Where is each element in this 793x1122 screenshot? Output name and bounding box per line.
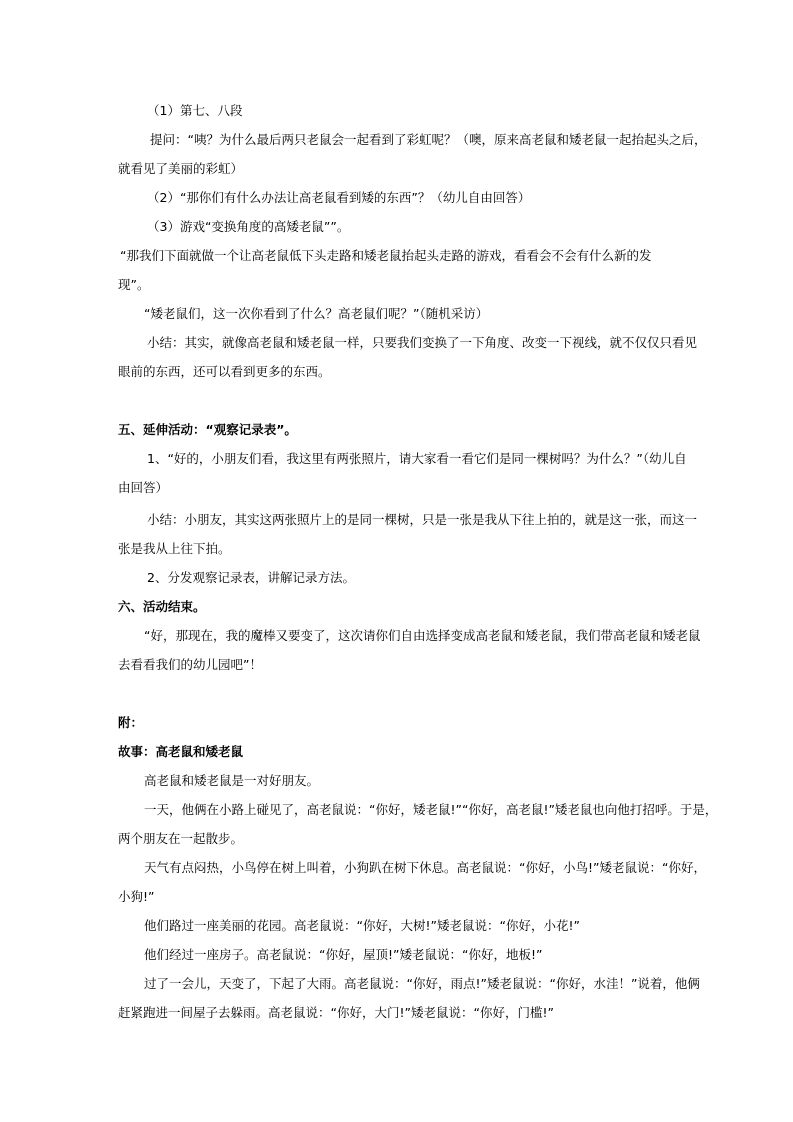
story-line: 赶紧跑进一间屋子去躲雨。高老鼠说：“你好，大门!”矮老鼠说：“你好，门槛!” [118,1005,554,1020]
paragraph-line: 2、分发观察记录表，讲解记录方法。 [147,570,355,585]
summary-line: 张是我从上往下拍。 [118,541,231,556]
paragraph-line: 由回答） [118,480,169,495]
question-line: （2）“那你们有什么办法让高老鼠看到矮的东西”？（幼儿自由回答） [147,190,531,205]
story-line: 两个朋友在一起散步。 [118,831,244,846]
paragraph-line: 现”。 [118,277,150,292]
appendix-heading: 附： [118,715,144,730]
section-heading: 五、延伸活动：“观察记录表”。 [118,422,297,437]
step-heading: （1）第七、八段 [147,103,243,118]
summary-line: 小结：其实，就像高老鼠和矮老鼠一样，只要我们变换了一下角度、改变一下视线，就不仅仅只看见 [147,335,698,350]
story-line: 一天，他俩在小路上碰见了，高老鼠说：“你好，矮老鼠!”“你好，高老鼠!”矮老鼠也向他打招呼。于是， [144,802,718,817]
section-heading: 六、活动结束。 [118,599,206,614]
story-line: 过了一会儿，天变了，下起了大雨。高老鼠说：“你好，雨点!”矮老鼠说：“你好，水洼！”说着，他俩 [144,976,700,991]
step-heading: （3）游戏“变换角度的高矮老鼠””。 [147,219,350,234]
story-line: 他们路过一座美丽的花园。高老鼠说：“你好，大树!”矮老鼠说：“你好，小花!” [144,918,580,933]
story-line: 他们经过一座房子。高老鼠说：“你好，屋顶!”矮老鼠说：“你好，地板!” [144,947,543,962]
question-line: 提问：“咦？为什么最后两只老鼠会一起看到了彩虹呢？（噢，原来高老鼠和矮老鼠一起抬起头之后， [150,132,707,147]
paragraph-line: “矮老鼠们，这一次你看到了什么？高老鼠们呢？”（随机采访） [144,306,489,321]
summary-line: 眼前的东西，还可以看到更多的东西。 [118,364,331,379]
story-line: 高老鼠和矮老鼠是一对好朋友。 [144,773,320,788]
paragraph-line: 去看看我们的幼儿园吧”！ [118,657,262,672]
summary-line: 小结：小朋友，其实这两张照片上的是同一棵树，只是一张是我从下往上拍的，就是这一张，而这一 [147,512,698,527]
story-title: 故事：高老鼠和矮老鼠 [118,744,244,759]
paragraph-line: “那我们下面就做一个让高老鼠低下头走路和矮老鼠抬起头走路的游戏，看看会不会有什么新的发 [120,248,652,263]
paragraph-line: 1、“好的，小朋友们看，我这里有两张照片，请大家看一看它们是同一棵树吗？为什么？”（幼儿自 [147,451,687,466]
question-line: 就看见了美丽的彩虹） [118,161,244,176]
story-line: 小狗!” [118,889,155,904]
story-line: 天气有点闷热，小鸟停在树上叫着，小狗趴在树下休息。高老鼠说：“你好，小鸟!”矮老鼠说：“你好， [144,860,706,875]
paragraph-line: “好，那现在，我的魔棒又要变了，这次请你们自由选择变成高老鼠和矮老鼠，我们带高老鼠和矮老鼠 [144,628,701,643]
